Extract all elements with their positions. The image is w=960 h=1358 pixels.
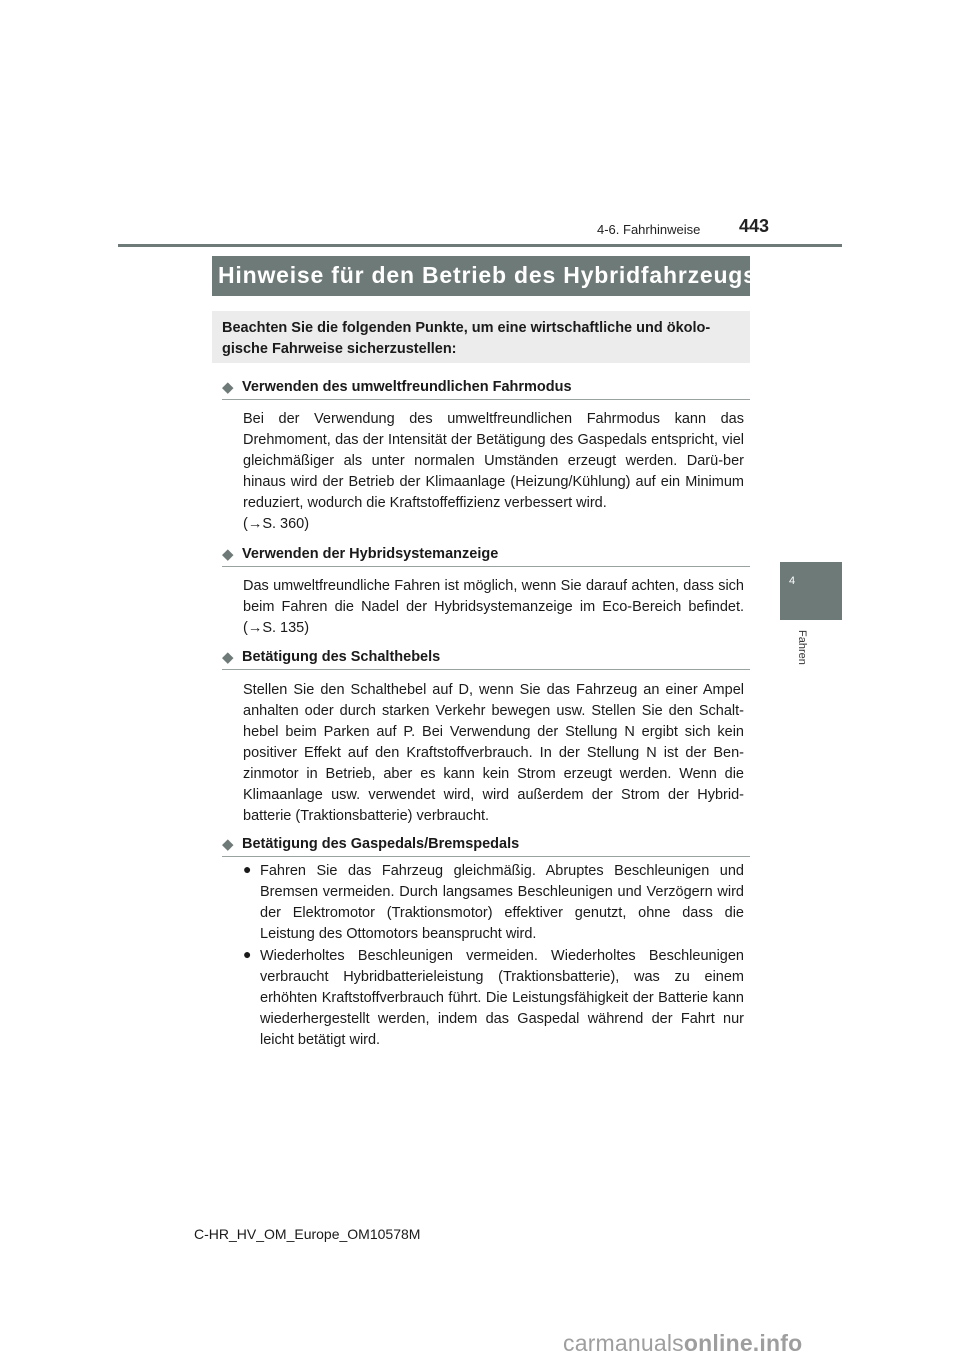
section-heading-text: Verwenden der Hybridsystemanzeige: [242, 546, 499, 562]
bullet-icon: ●: [243, 946, 252, 962]
section-heading-text: Verwenden des umweltfreundlichen Fahrmodus: [242, 379, 572, 395]
section-heading-hybrid-indicator: [222, 544, 750, 567]
section-heading-shift-lever: [222, 647, 750, 670]
page-title: Hinweise für den Betrieb des Hybridfahrzeugs: [218, 262, 757, 288]
section-body-hybrid-indicator: Das umweltfreundliche Fahren ist möglich, wenn Sie darauf achten, dass sich beim Fahren die Nadel der Hybridsystemanzeige im Eco-Bereich befindet. (→S. 135): [243, 578, 744, 636]
intro-box: [212, 311, 750, 363]
watermark: [563, 1330, 802, 1357]
chapter-label-wrap: [796, 630, 810, 690]
diamond-icon: ◆: [222, 836, 234, 853]
section-heading-eco-mode: [222, 377, 750, 400]
section-heading-pedals: [222, 834, 750, 857]
bullet-text: Fahren Sie das Fahrzeug gleichmäßig. Abruptes Beschleunigen und Bremsen vermeiden. Durch langsames Beschleunigen und Verzögern wird der Elektromotor (Traktionsmotor) effektiver genutzt, ohne dass die Leistung des Ottomotors beansprucht wird.: [260, 863, 744, 942]
bullet-icon: ●: [243, 861, 252, 877]
diamond-icon: ◆: [222, 649, 234, 666]
page-title-box: [212, 256, 757, 296]
section-heading-text: Betätigung des Schalthebels: [242, 649, 441, 665]
header-rule: [118, 244, 842, 247]
page-reference: (→S. 360): [243, 516, 310, 532]
page-number: 443: [739, 216, 770, 236]
diamond-icon: ◆: [222, 379, 234, 396]
watermark-prefix: carmanuals: [563, 1330, 684, 1356]
bullet-text: Wiederholtes Beschleunigen vermeiden. Wiederholtes Beschleunigen verbraucht Hybridbatterieleistung (Traktionsbatterie), was zu einem erhöhten Kraftstoffverbrauch führt. Die Leistungsfähigkeit der Batterie kann wiederhergestellt werden, indem das Gaspedal während der Fahrt nur leicht betätigt wird.: [260, 948, 744, 1048]
diamond-icon: ◆: [222, 546, 234, 563]
section-body-shift-lever: Stellen Sie den Schalthebel auf D, wenn Sie das Fahrzeug an einer Ampel anhalten oder durch starken Verkehr bewegen usw. Stellen Sie den Schalt-hebel beim Parken auf P. Bei Verwendung der Stellung N ergibt sich kein positiver Effekt auf den Kraftstoffverbrauch. In der Stellung N ist der Ben-zinmotor in Betrieb, aber es kann kein Strom erzeugt werden. Wenn die Klimaanlage usw. verwendet wird, wird außerdem der Strom der Hybrid-batterie (Traktionsbatterie) verbraucht.: [243, 682, 744, 824]
watermark-suffix: online.info: [683, 1330, 803, 1356]
footer-doc-id: C-HR_HV_OM_Europe_OM10578M: [194, 1226, 421, 1242]
section-body-eco-mode: Bei der Verwendung des umweltfreundlichen Fahrmodus kann das Drehmoment, das der Intensität der Betätigung des Gaspedals entspricht, viel gleichmäßiger als unter normalen Umständen erzeugt werden. Darü-ber hinaus wird der Betrieb der Klimaanlage (Heizung/Kühlung) auf ein Minimum reduziert, wodurch die Kraftstoffeffizienz verbessert wird.: [243, 411, 744, 511]
header-section-label: 4-6. Fahrhinweise: [597, 222, 701, 237]
bullet-item: [243, 861, 744, 945]
intro-text: Beachten Sie die folgenden Punkte, um eine wirtschaftliche und ökolo-gische Fahrweise sicherzustellen:: [222, 320, 711, 357]
chapter-tab: [780, 562, 842, 620]
chapter-number: 4: [789, 575, 796, 587]
chapter-label: Fahren: [796, 630, 808, 665]
bullet-item: [243, 946, 744, 1051]
section-heading-text: Betätigung des Gaspedals/Bremspedals: [242, 836, 520, 852]
